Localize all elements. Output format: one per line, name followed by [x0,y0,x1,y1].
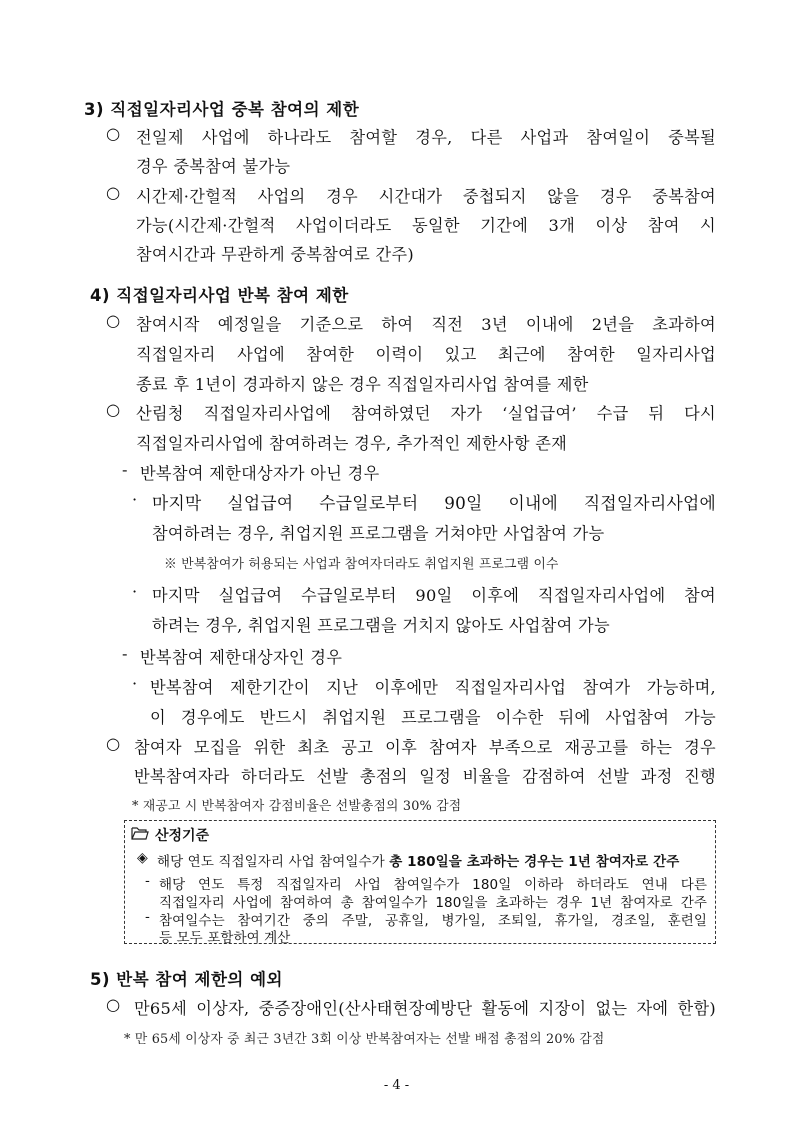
section4-item3-line1: 참여자 모집을 위한 최초 공고 이후 참여자 부족으로 재공고를 하는 경우 [134,738,716,757]
section3-item2-line2: 가능(시간제·간헐적 사업이더라도 동일한 기간에 3개 이상 참여 시 [136,216,716,235]
bullet: ○ [106,124,121,143]
section3-item2-line1: 시간제·간헐적 사업의 경우 시간대가 중첩되지 않을 경우 중복참여 [136,187,716,206]
section3-item1-line2: 경우 중복참여 불가능 [136,157,291,176]
dot-mark: · [132,490,138,509]
criteria-main-bold: 총 180일을 초과하는 경우는 1년 참여자로 간주 [389,854,680,870]
criteria-box [124,820,716,944]
section4-sub1a-line2: 참여하려는 경우, 취업지원 프로그램을 거쳐야만 사업참여 가능 [152,524,605,543]
section4-sub2a-line1: 반복참여 제한기간이 지난 이후에만 직접일자리사업 참여가 가능하며, [150,678,716,697]
section5-item1: 만65세 이상자, 중증장애인(산사태현장예방단 활동에 지장이 없는 자에 한함) [134,999,716,1018]
criteria-item2-line1: 참여일수는 참여기간 중의 주말, 공휴일, 병가일, 조퇴일, 휴가일, 경조일, 훈련일 [159,913,707,929]
criteria-title: 산정기준 [155,828,210,844]
page-number: - 4 - [383,1078,410,1093]
section4-item3-line2: 반복참여자라 하더라도 선발 총점의 일정 비율을 감점하여 선발 과정 진행 [134,767,716,786]
section4-sub1b-line1: 마지막 실업급여 수급일로부터 90일 이후에 직접일자리사업에 참여 [152,586,716,605]
section4-sub2a-line2: 이 경우에도 반드시 취업지원 프로그램을 이수한 뒤에 사업참여 가능 [150,708,716,727]
section4-item2-line2: 직접일자리사업에 참여하려는 경우, 추가적인 제한사항 존재 [136,434,568,453]
section4-sub1a-note: ※ 반복참여가 허용되는 사업과 참여자더라도 취업지원 프로그램 이수 [164,557,559,572]
dash: - [122,644,128,663]
section4-item1-line2: 직접일자리 사업에 참여한 이력이 있고 최근에 참여한 일자리사업 [136,345,716,364]
section5-note: * 만 65세 이상자 중 최근 3년간 3회 이상 반복참여자는 선발 배점 총점의 20% 감점 [124,1032,605,1047]
criteria-item1-line2: 직접일자리 사업에 참여하여 총 참여일수가 180일을 초과하는 경우 1년 참여자로 간주 [159,895,707,911]
section5-heading: 5) 반복 참여 제한의 예외 [90,970,283,989]
section4-item1-line1: 참여시작 예정일을 기준으로 하여 직전 3년 이내에 2년을 초과하여 [136,315,716,334]
dash: - [145,909,150,925]
criteria-item2-line2: 등 모두 포함하여 계산 [159,930,291,946]
dash: - [122,460,128,479]
criteria-item1-line1: 해당 연도 특정 직접일자리 사업 참여일수가 180일 이하라 하더라도 연내 다른 [159,877,707,893]
section4-sub1a-line1: 마지막 실업급여 수급일로부터 90일 이내에 직접일자리사업에 [152,493,716,513]
section3-item2-line3: 참여시간과 무관하게 중복참여로 간주) [136,245,414,264]
section4-heading: 4) 직접일자리사업 반복 참여 제한 [90,286,349,305]
section4-sub1b-line2: 하려는 경우, 취업지원 프로그램을 거치지 않아도 사업참여 가능 [152,616,610,635]
section4-item1-line3: 종료 후 1년이 경과하지 않은 경우 직접일자리사업 참여를 제한 [136,375,589,394]
bullet: ○ [106,995,121,1014]
bullet: ○ [106,183,121,202]
section4-item3-note: * 재공고 시 반복참여자 감점비율은 선발총점의 30% 감점 [132,799,462,814]
criteria-main-plain: 해당 연도 직접일자리 사업 참여일수가 [157,854,390,870]
section3-heading: 3) 직접일자리사업 중복 참여의 제한 [84,100,360,119]
diamond-icon: ◈ [137,850,148,866]
section4-item2-line1: 산림청 직접일자리사업에 참여하였던 자가 ‘실업급여’ 수급 뒤 다시 [136,404,716,423]
folder-icon [131,826,149,840]
dot-mark: · [132,674,138,693]
criteria-main [157,850,679,870]
bullet: ○ [106,734,121,753]
dot-mark: · [132,582,138,601]
bullet: ○ [106,311,121,330]
section3-item1-line1: 전일제 사업에 하나라도 참여할 경우, 다른 사업과 참여일이 중복될 [136,128,716,147]
section4-sub2: 반복참여 제한대상자인 경우 [140,648,343,667]
bullet: ○ [106,400,121,419]
section4-sub1: 반복참여 제한대상자가 아닌 경우 [140,464,380,483]
dash: - [145,873,150,889]
